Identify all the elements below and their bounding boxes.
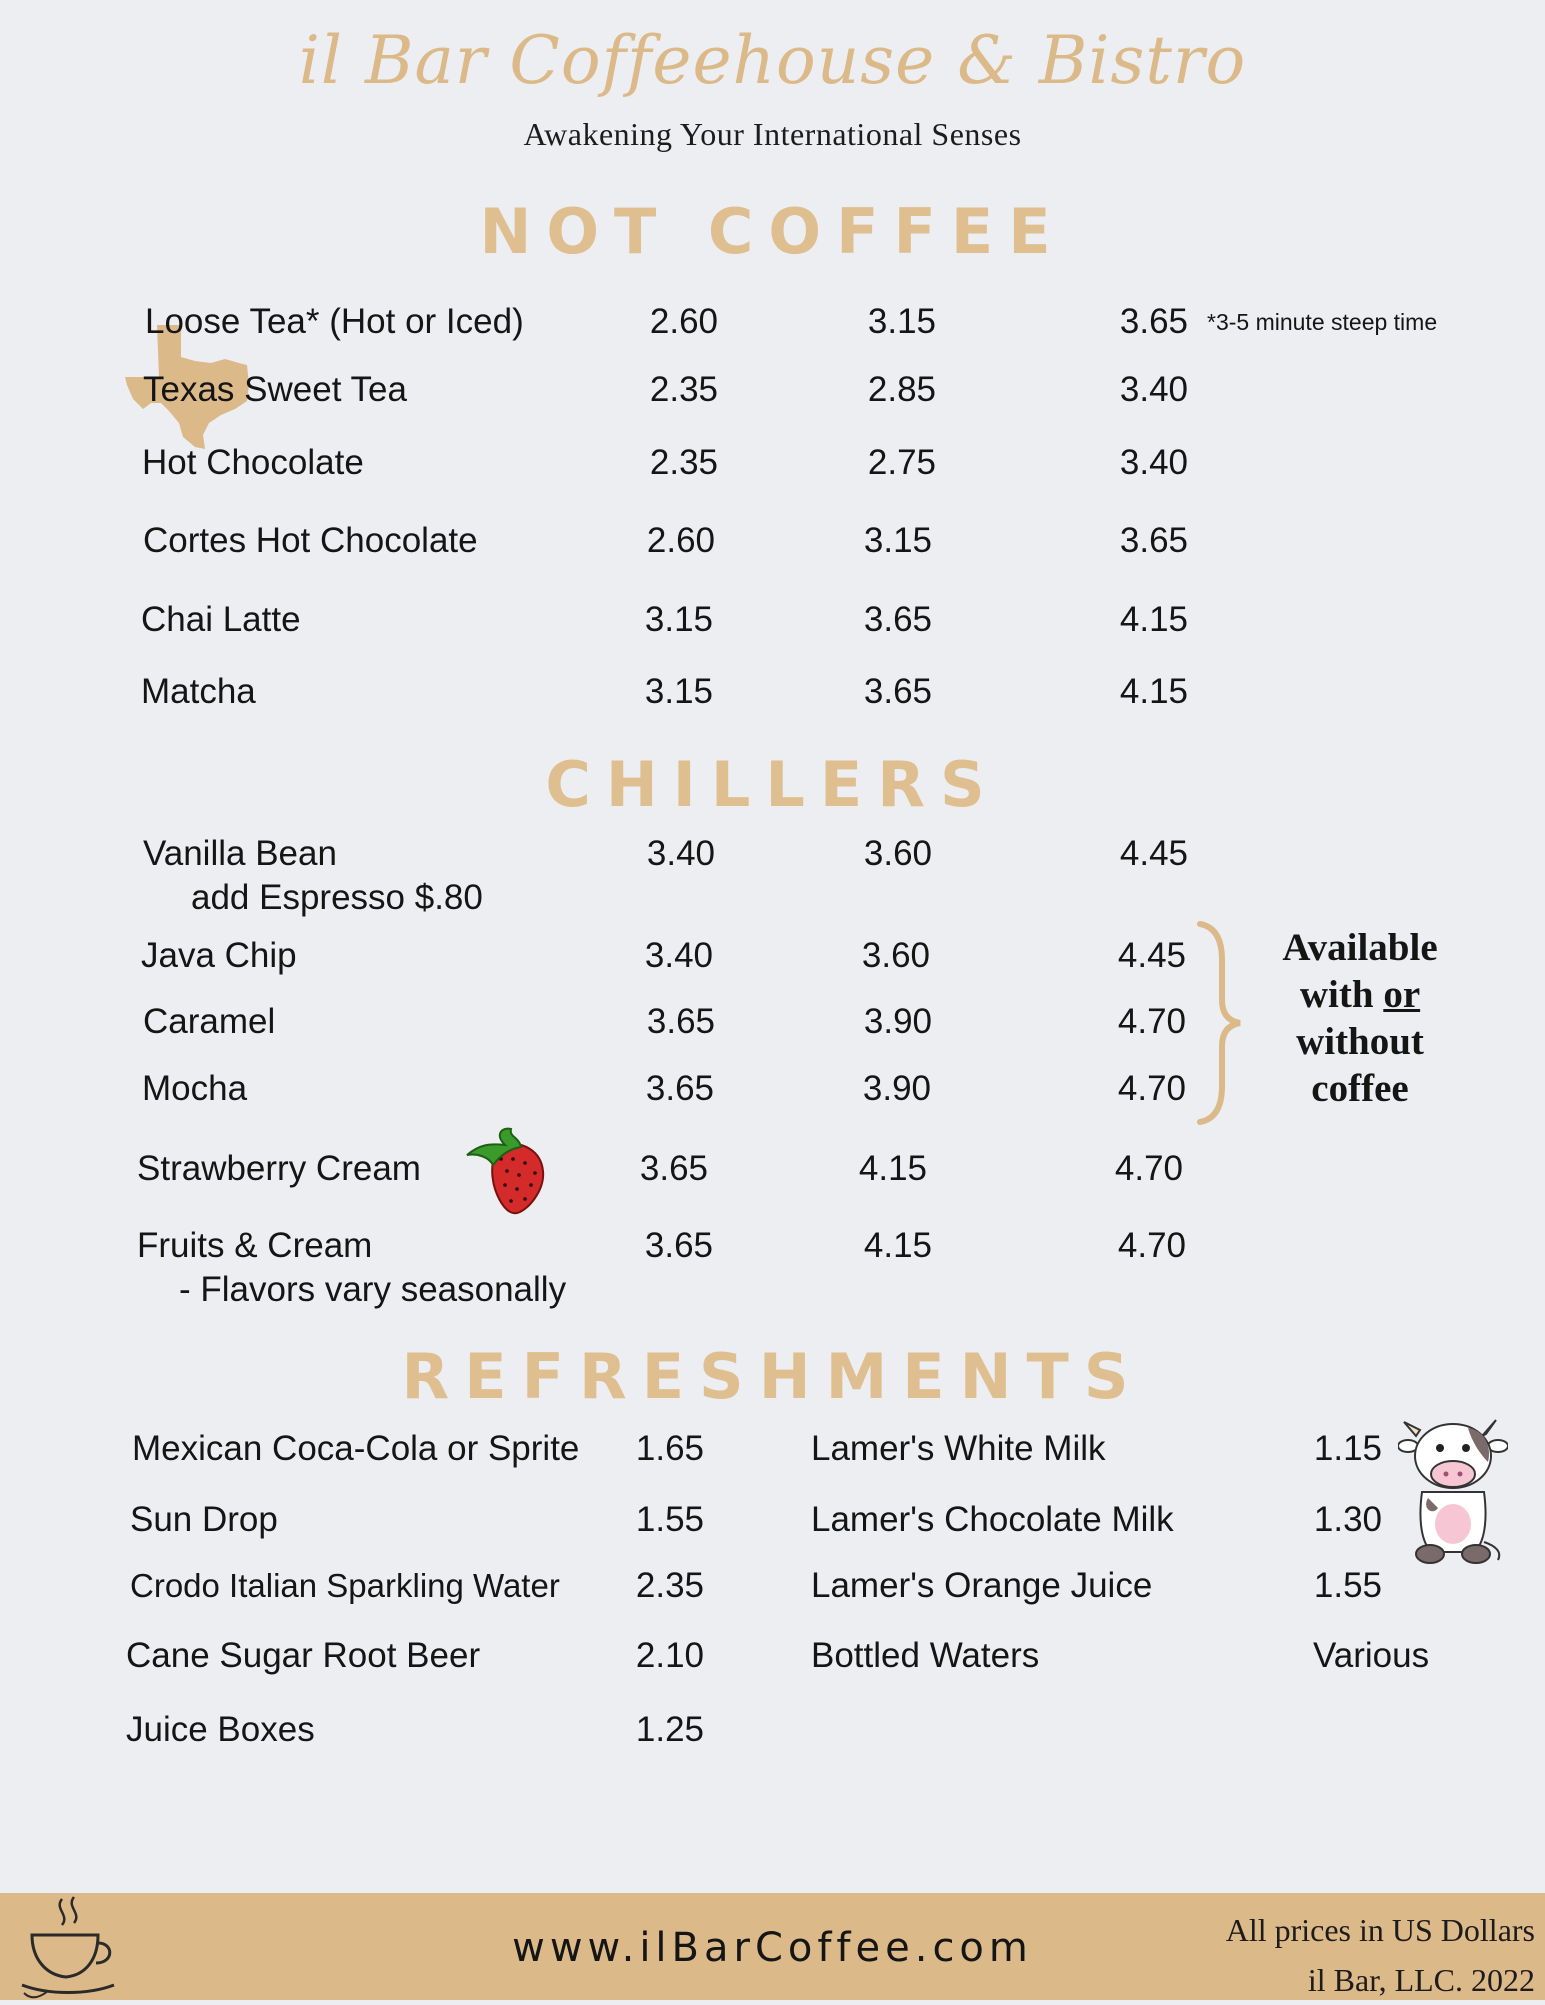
strawberry-icon [465, 1125, 547, 1215]
refreshment-price: 1.55 [635, 1500, 704, 1539]
menu-item-name: Loose Tea* (Hot or Iced) [145, 302, 524, 341]
refreshment-price: Various [1313, 1636, 1430, 1675]
menu-item-name: Chai Latte [141, 600, 301, 639]
menu-item-name: Hot Chocolate [142, 443, 364, 482]
price-medium: 3.65 [863, 600, 932, 639]
price-small: 3.65 [645, 1069, 714, 1108]
price-small: 2.60 [646, 521, 715, 560]
price-small: 3.15 [644, 600, 713, 639]
price-large: 4.15 [1119, 672, 1188, 711]
section-title-refreshments: REFRESHMENTS [401, 1340, 1144, 1413]
price-medium: 3.60 [861, 936, 930, 975]
menu-item-name: Java Chip [141, 936, 297, 975]
tagline: Awakening Your International Senses [523, 116, 1022, 152]
price-large: 4.45 [1119, 834, 1188, 873]
brand-title: il Bar Coffeehouse & Bistro [298, 22, 1247, 99]
available-note [1230, 924, 1490, 1112]
price-medium: 2.85 [867, 370, 936, 409]
cow-icon [1398, 1412, 1508, 1567]
refreshment-name: Crodo Italian Sparkling Water [130, 1567, 560, 1604]
price-small: 2.60 [649, 302, 718, 341]
section-title-not-coffee: NOT COFFEE [479, 195, 1066, 268]
menu-item-name: Fruits & Cream [137, 1226, 373, 1265]
price-large: 4.70 [1117, 1069, 1186, 1108]
available-line-2 [1230, 971, 1490, 1018]
price-large: 3.40 [1119, 370, 1188, 409]
price-medium: 3.90 [863, 1002, 932, 1041]
available-line-1: Available [1282, 926, 1438, 969]
available-with: with [1299, 973, 1384, 1016]
refreshment-name: Juice Boxes [126, 1710, 315, 1749]
price-medium: 3.60 [863, 834, 932, 873]
refreshment-price: 1.65 [635, 1429, 704, 1468]
refreshment-price: 1.30 [1313, 1500, 1382, 1539]
menu-item-name: Texas Sweet Tea [143, 370, 407, 409]
refreshment-price: 1.55 [1313, 1566, 1382, 1605]
price-large: 4.70 [1117, 1226, 1186, 1265]
menu-item-name: Matcha [141, 672, 256, 711]
menu-item-name: Vanilla Bean [143, 834, 337, 873]
available-line-3: without [1296, 1020, 1424, 1063]
price-large: 3.65 [1119, 302, 1188, 341]
footer-note [1226, 1905, 1535, 2005]
price-medium: 2.75 [867, 443, 936, 482]
price-small: 3.65 [646, 1002, 715, 1041]
menu-item-name: Caramel [143, 1002, 276, 1041]
price-small: 2.35 [649, 370, 718, 409]
footer-note-line-2: il Bar, LLC. 2022 [1307, 1962, 1535, 1998]
refreshment-price: 1.25 [635, 1710, 704, 1749]
price-large: 3.40 [1119, 443, 1188, 482]
refreshment-price: 2.10 [635, 1636, 704, 1675]
steep-time-note: *3-5 minute steep time [1207, 309, 1438, 335]
refreshment-price: 1.15 [1313, 1429, 1382, 1468]
price-small: 3.15 [644, 672, 713, 711]
price-medium: 3.65 [863, 672, 932, 711]
refreshment-name: Bottled Waters [811, 1636, 1040, 1675]
available-line-4: coffee [1311, 1067, 1409, 1110]
menu-item-name: Strawberry Cream [137, 1149, 421, 1188]
refreshment-name: Lamer's White Milk [811, 1429, 1106, 1468]
section-title-chillers: CHILLERS [545, 748, 1000, 821]
price-medium: 3.15 [863, 521, 932, 560]
price-medium: 4.15 [858, 1149, 927, 1188]
refreshment-name: Lamer's Chocolate Milk [811, 1500, 1174, 1539]
price-small: 3.40 [646, 834, 715, 873]
menu-item-note: - Flavors vary seasonally [179, 1270, 567, 1309]
website-link[interactable]: www.ilBarCoffee.com [512, 1925, 1033, 1971]
price-large: 4.45 [1117, 936, 1186, 975]
price-large: 4.70 [1114, 1149, 1183, 1188]
refreshment-name: Lamer's Orange Juice [811, 1566, 1153, 1605]
menu-item-name: Cortes Hot Chocolate [143, 521, 478, 560]
refreshment-price: 2.35 [635, 1566, 704, 1605]
price-small: 3.65 [644, 1226, 713, 1265]
price-large: 4.70 [1117, 1002, 1186, 1041]
refreshment-name: Sun Drop [130, 1500, 278, 1539]
menu-item-note: add Espresso $.80 [191, 878, 483, 917]
price-small: 3.65 [639, 1149, 708, 1188]
refreshment-name: Cane Sugar Root Beer [126, 1636, 481, 1675]
menu-item-name: Mocha [142, 1069, 248, 1108]
price-medium: 4.15 [863, 1226, 932, 1265]
price-large: 3.65 [1119, 521, 1188, 560]
price-large: 4.15 [1119, 600, 1188, 639]
refreshment-name: Mexican Coca-Cola or Sprite [132, 1429, 580, 1468]
price-small: 3.40 [644, 936, 713, 975]
footer-note-line-1: All prices in US Dollars [1225, 1912, 1535, 1948]
available-or: or [1383, 973, 1421, 1016]
price-medium: 3.15 [867, 302, 936, 341]
price-small: 2.35 [649, 443, 718, 482]
price-medium: 3.90 [862, 1069, 931, 1108]
